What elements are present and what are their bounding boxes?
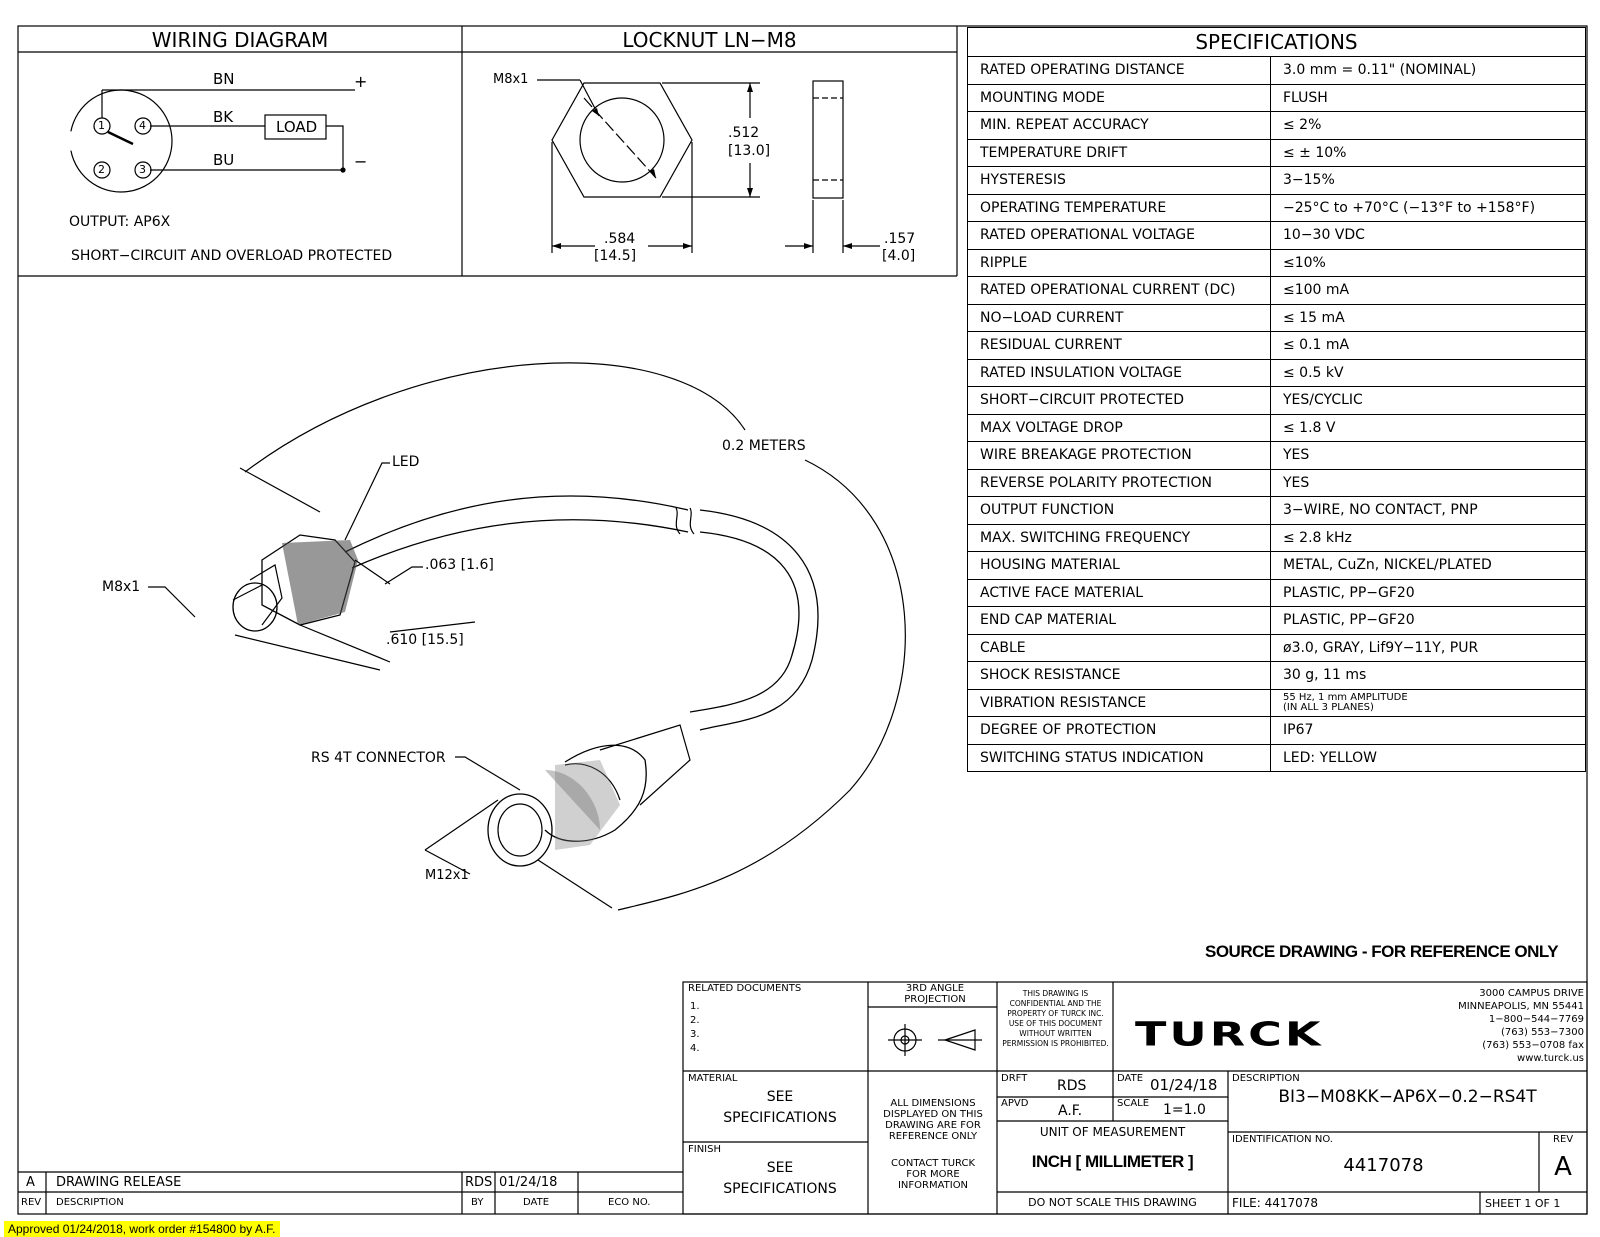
spec-value: 10−30 VDC — [1271, 222, 1586, 250]
spec-key: SHORT−CIRCUIT PROTECTED — [968, 387, 1271, 415]
spec-value: 55 Hz, 1 mm AMPLITUDE (IN ALL 3 PLANES) — [1271, 689, 1586, 717]
locknut-width-in: .584 — [604, 231, 636, 247]
rev-header-rev: REV — [21, 1197, 42, 1208]
spec-value: LED: YELLOW — [1271, 744, 1586, 772]
scale-value: 1=1.0 — [1163, 1102, 1206, 1118]
wiring-title: WIRING DIAGRAM — [151, 28, 329, 52]
rev-value: A — [1554, 1152, 1572, 1182]
file-value: FILE: 4417078 — [1232, 1196, 1319, 1210]
spec-value: ≤100 mA — [1271, 277, 1586, 305]
locknut-width-mm: [14.5] — [594, 248, 637, 264]
pin-2-label: 2 — [98, 163, 105, 176]
spec-value: 3−15% — [1271, 167, 1586, 195]
projection-label: 3RD ANGLE PROJECTION — [904, 983, 966, 1005]
scale-label: SCALE — [1117, 1098, 1150, 1109]
spec-row — [968, 469, 1586, 497]
cable-length-label: 0.2 METERS — [722, 438, 806, 454]
spec-value: ≤ 2% — [1271, 112, 1586, 140]
spec-key: ACTIVE FACE MATERIAL — [968, 579, 1271, 607]
pin-1-label: 1 — [98, 119, 105, 132]
locknut-drawing — [537, 80, 880, 253]
plus-label: + — [354, 72, 368, 91]
id-label: IDENTIFICATION NO. — [1232, 1134, 1333, 1145]
spec-key: MIN. REPEAT ACCURACY — [968, 112, 1271, 140]
spec-key: MOUNTING MODE — [968, 84, 1271, 112]
spec-row — [968, 497, 1586, 525]
spec-value: PLASTIC, PP−GF20 — [1271, 579, 1586, 607]
specifications-table — [967, 27, 1586, 772]
spec-key: VIBRATION RESISTANCE — [968, 689, 1271, 717]
contact-note: CONTACT TURCK FOR MORE INFORMATION — [890, 1158, 976, 1191]
spec-key: OUTPUT FUNCTION — [968, 497, 1271, 525]
spec-key: SWITCHING STATUS INDICATION — [968, 744, 1271, 772]
spec-value: ø3.0, GRAY, Lif9Y−11Y, PUR — [1271, 634, 1586, 662]
spec-value: ≤ 0.5 kV — [1271, 359, 1586, 387]
spec-row — [968, 304, 1586, 332]
spec-value: 3.0 mm = 0.11" (NOMINAL) — [1271, 57, 1586, 85]
load-label: LOAD — [276, 118, 318, 136]
spec-row — [968, 167, 1586, 195]
uom-label: UNIT OF MEASUREMENT — [1039, 1125, 1186, 1139]
spec-value: 3−WIRE, NO CONTACT, PNP — [1271, 497, 1586, 525]
spec-row — [968, 359, 1586, 387]
spec-key: TEMPERATURE DRIFT — [968, 139, 1271, 167]
spec-key: RESIDUAL CURRENT — [968, 332, 1271, 360]
spec-row — [968, 552, 1586, 580]
spec-value: PLASTIC, PP−GF20 — [1271, 607, 1586, 635]
minus-label: − — [354, 152, 368, 171]
spec-key: HYSTERESIS — [968, 167, 1271, 195]
connector-label: RS 4T CONNECTOR — [311, 750, 446, 766]
related-docs-list: 1. 2. 3. 4. — [690, 1001, 700, 1054]
bn-label: BN — [213, 70, 235, 88]
spec-value: METAL, CuZn, NICKEL/PLATED — [1271, 552, 1586, 580]
spec-key: CABLE — [968, 634, 1271, 662]
spec-row — [968, 579, 1586, 607]
spec-value: ≤ 15 mA — [1271, 304, 1586, 332]
spec-value: −25°C to +70°C (−13°F to +158°F) — [1271, 194, 1586, 222]
spec-row — [968, 689, 1586, 717]
spec-row — [968, 662, 1586, 690]
spec-key: SHOCK RESISTANCE — [968, 662, 1271, 690]
spec-row — [968, 414, 1586, 442]
spec-value: ≤ ± 10% — [1271, 139, 1586, 167]
spec-row — [968, 744, 1586, 772]
spec-key: OPERATING TEMPERATURE — [968, 194, 1271, 222]
no-scale-note: DO NOT SCALE THIS DRAWING — [1028, 1196, 1197, 1209]
uom-value: INCH [ MILLIMETER ] — [1031, 1152, 1194, 1171]
pin-4-label: 4 — [139, 119, 146, 132]
id-value: 4417078 — [1343, 1155, 1424, 1176]
apvd-value: A.F. — [1058, 1103, 1083, 1119]
finish-value: SEE SPECIFICATIONS — [723, 1160, 837, 1197]
spec-row — [968, 57, 1586, 85]
sheet-value: SHEET 1 OF 1 — [1485, 1197, 1561, 1210]
spec-key: RATED INSULATION VOLTAGE — [968, 359, 1271, 387]
locknut-thread: M8x1 — [493, 72, 529, 87]
m12-thread-label: M12x1 — [425, 868, 469, 883]
spec-key: REVERSE POLARITY PROTECTION — [968, 469, 1271, 497]
pin-3-label: 3 — [139, 163, 146, 176]
locknut-title: LOCKNUT LN−M8 — [622, 28, 797, 52]
spec-row — [968, 634, 1586, 662]
confidential-note: THIS DRAWING IS CONFIDENTIAL AND THE PROPERTY OF TURCK INC. USE OF THIS DOCUMENT WITHOUT WRITTEN PERMISSION IS PROHIBITED. — [1002, 989, 1109, 1048]
dims-note: ALL DIMENSIONS DISPLAYED ON THIS DRAWING ARE FOR REFERENCE ONLY — [883, 1098, 983, 1142]
spec-row — [968, 112, 1586, 140]
spec-value: IP67 — [1271, 717, 1586, 745]
rev-row-date: 01/24/18 — [499, 1175, 558, 1190]
spec-row — [968, 222, 1586, 250]
spec-value: ≤ 1.8 V — [1271, 414, 1586, 442]
bu-label: BU — [213, 151, 235, 169]
material-label: MATERIAL — [688, 1073, 738, 1084]
output-label: OUTPUT: AP6X — [69, 214, 171, 230]
turck-logo: TURCK — [1135, 1015, 1324, 1054]
protection-label: SHORT−CIRCUIT AND OVERLOAD PROTECTED — [71, 248, 393, 264]
locknut-thick-mm: [4.0] — [882, 248, 916, 264]
related-docs-label: RELATED DOCUMENTS — [688, 983, 802, 994]
length-dim-arc — [245, 363, 745, 472]
spec-row — [968, 194, 1586, 222]
spec-key: RATED OPERATIONAL VOLTAGE — [968, 222, 1271, 250]
spec-value: YES — [1271, 469, 1586, 497]
spec-row — [968, 442, 1586, 470]
spec-row — [968, 524, 1586, 552]
drft-label: DRFT — [1001, 1073, 1028, 1084]
spec-value: ≤ 0.1 mA — [1271, 332, 1586, 360]
rev-header-description: DESCRIPTION — [56, 1197, 124, 1208]
date-label: DATE — [1117, 1073, 1144, 1084]
spec-row — [968, 139, 1586, 167]
drft-value: RDS — [1057, 1078, 1087, 1094]
rev-header-by: BY — [471, 1197, 484, 1208]
material-value: SEE SPECIFICATIONS — [723, 1089, 837, 1126]
rev-label: REV — [1553, 1134, 1574, 1145]
spec-value: ≤ 2.8 kHz — [1271, 524, 1586, 552]
led-label: LED — [392, 454, 420, 470]
description-value: BI3−M08KK−AP6X−0.2−RS4T — [1278, 1087, 1537, 1107]
date-value: 01/24/18 — [1150, 1076, 1218, 1094]
dim-063-label: .063 [1.6] — [425, 557, 494, 573]
spec-value: YES — [1271, 442, 1586, 470]
locknut-height-mm: [13.0] — [728, 143, 771, 159]
spec-key: RIPPLE — [968, 249, 1271, 277]
spec-row — [968, 387, 1586, 415]
spec-row — [968, 277, 1586, 305]
locknut-thick-in: .157 — [884, 231, 916, 247]
spec-key: MAX VOLTAGE DROP — [968, 414, 1271, 442]
spec-value: 30 g, 11 ms — [1271, 662, 1586, 690]
finish-label: FINISH — [688, 1144, 721, 1155]
m8-thread-label: M8x1 — [102, 579, 141, 595]
rev-header-eco: ECO NO. — [608, 1197, 651, 1208]
spec-key: HOUSING MATERIAL — [968, 552, 1271, 580]
spec-key: DEGREE OF PROTECTION — [968, 717, 1271, 745]
rev-row-description: DRAWING RELEASE — [56, 1175, 182, 1190]
dim-610-label: .610 [15.5] — [386, 632, 464, 648]
description-label: DESCRIPTION — [1232, 1073, 1300, 1084]
spec-row — [968, 607, 1586, 635]
specs-title: SPECIFICATIONS — [968, 28, 1586, 57]
spec-key: RATED OPERATIONAL CURRENT (DC) — [968, 277, 1271, 305]
bk-label: BK — [213, 108, 234, 126]
locknut-height-in: .512 — [728, 125, 760, 141]
rev-row-rev: A — [26, 1175, 35, 1190]
connector-face — [70, 90, 172, 192]
spec-key: NO−LOAD CURRENT — [968, 304, 1271, 332]
source-note: SOURCE DRAWING - FOR REFERENCE ONLY — [1205, 942, 1559, 961]
spec-row — [968, 249, 1586, 277]
spec-value: YES/CYCLIC — [1271, 387, 1586, 415]
rev-header-date: DATE — [523, 1197, 550, 1208]
spec-key: WIRE BREAKAGE PROTECTION — [968, 442, 1271, 470]
spec-key: RATED OPERATING DISTANCE — [968, 57, 1271, 85]
spec-value: ≤10% — [1271, 249, 1586, 277]
apvd-label: APVD — [1001, 1098, 1029, 1109]
spec-row — [968, 717, 1586, 745]
spec-key: END CAP MATERIAL — [968, 607, 1271, 635]
wiring-diagram — [67, 90, 355, 192]
turck-address: 3000 CAMPUS DRIVE MINNEAPOLIS, MN 55441 1−800−544−7769 (763) 553−7300 (763) 553−0708 fax www.turck.us — [1458, 988, 1584, 1064]
approval-stamp: Approved 01/24/2018, work order #154800 by A.F. — [4, 1221, 280, 1237]
spec-value: FLUSH — [1271, 84, 1586, 112]
spec-row — [968, 84, 1586, 112]
rev-row-by: RDS — [465, 1175, 493, 1190]
spec-row — [968, 332, 1586, 360]
spec-key: MAX. SWITCHING FREQUENCY — [968, 524, 1271, 552]
